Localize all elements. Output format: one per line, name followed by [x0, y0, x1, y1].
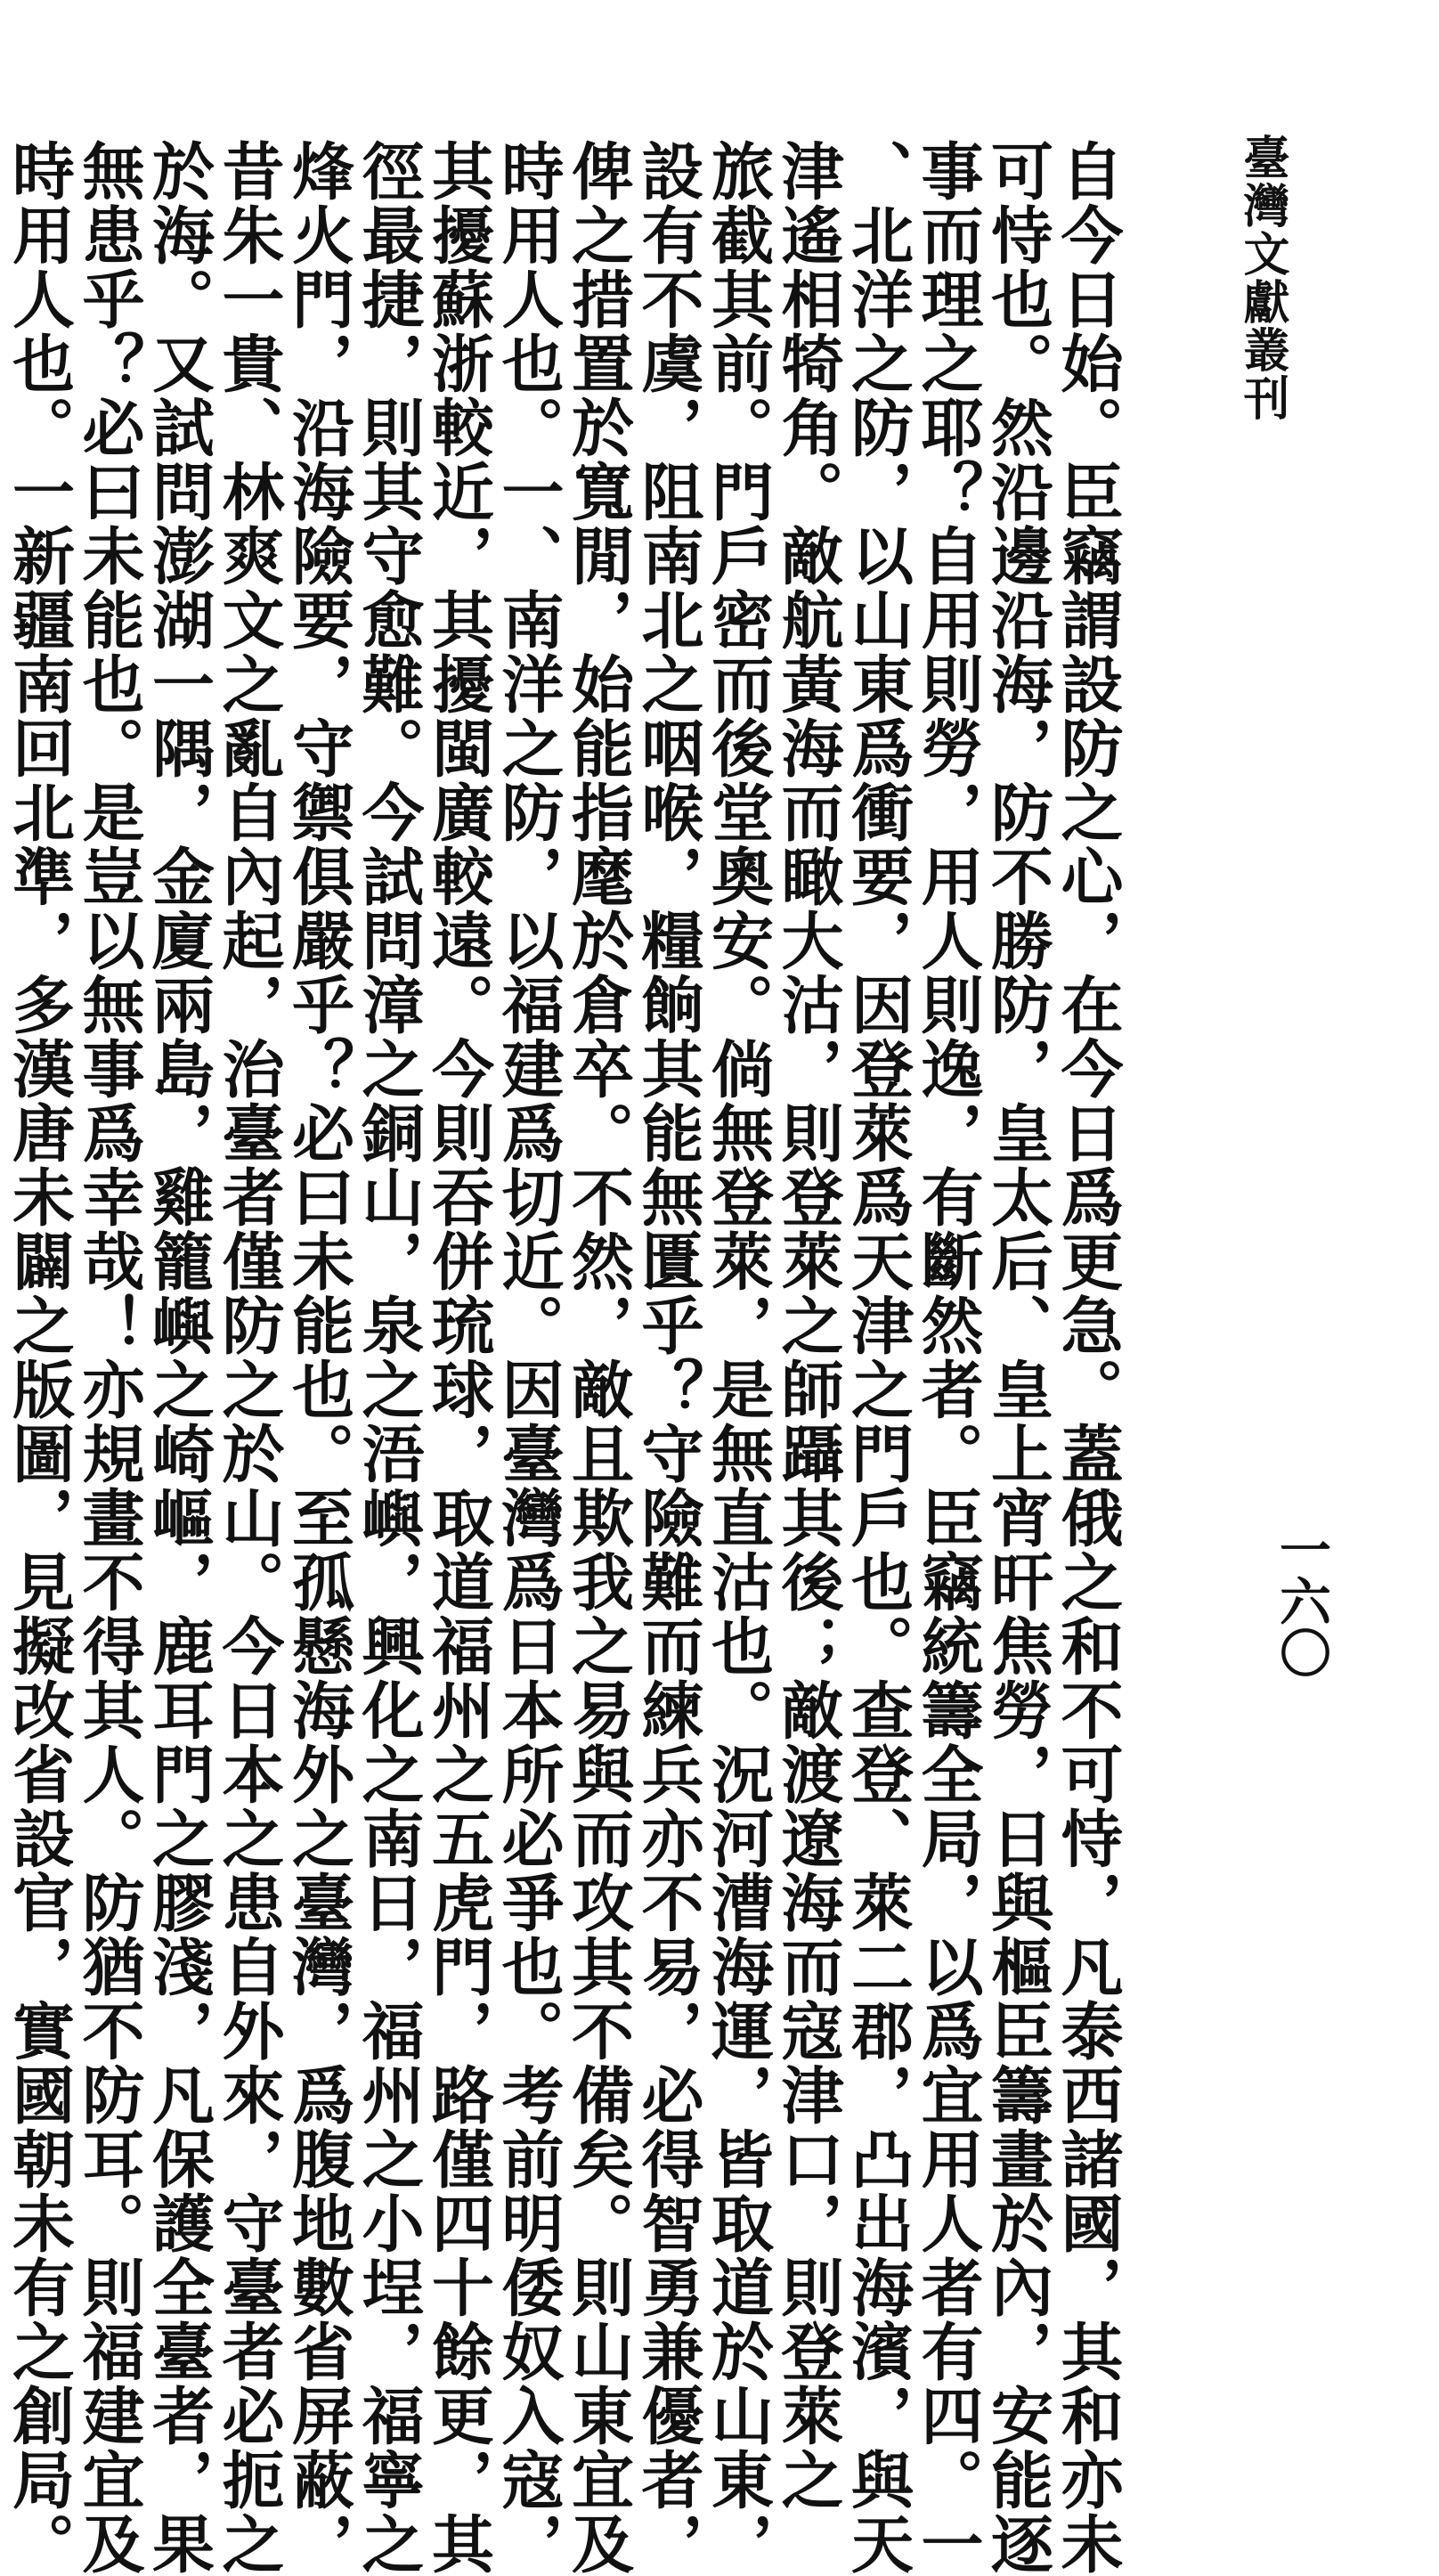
text-column: 、北洋之防，以山東爲衝要，因登萊爲天津之門戶也。查登、萊二郡，凸出海濱，與天 [841, 139, 915, 2576]
text-column: 時用人也。一新疆南回北準，多漢唐未闢之版圖，見擬改省設官，實國朝未有之創局。 [2, 139, 77, 2576]
text-column: 津遙相犄角。敵航黃海而瞰大沽，則登萊之師躡其後；敵渡遼海而寇津口，則登萊之 [771, 139, 845, 2512]
text-column: 自今日始。臣竊謂設防之心，在今日爲更急。蓋俄之和不可恃，凡泰西諸國，其和亦未 [1051, 139, 1125, 2576]
text-column: 烽火門，沿海險要，守禦俱嚴乎？必曰未能也。至孤懸海外之臺灣，爲腹地數省屏蔽， [281, 139, 356, 2576]
text-column: 其擾蘇浙較近，其擾閩廣較遠。今則吞併琉球，取道福州之五虎門，路僅四十餘更，其 [421, 139, 496, 2576]
running-header-title: 臺灣文獻叢刊 [1235, 134, 1289, 422]
text-column: 事而理之耶？自用則勞，用人則逸，有斷然者。臣竊統籌全局，以爲宜用人者有四。一 [911, 139, 985, 2576]
text-column: 時用人也。一、南洋之防，以福建爲切近。因臺灣爲日本所必爭也。考前明倭奴入寇， [492, 139, 565, 2576]
page-number: 一六〇 [1271, 1523, 1331, 1678]
text-column: 昔朱一貴、林爽文之亂自內起，治臺者僅防之於山。今日本之患自外來，守臺者必扼之 [212, 139, 286, 2576]
text-column: 設有不虞，阻南北之咽喉，糧餉其能無匱乎？守險難而練兵亦不易，必得智勇兼優者， [631, 139, 705, 2576]
text-column: 於海。又試問澎湖一隅，金廈兩島，雞籠嶼之崎嶇，鹿耳門之膠淺，凡保護全臺者，果 [142, 139, 216, 2576]
text-column: 無患乎？必曰未能也。是豈以無事爲幸哉！亦規畫不得其人。防猶不防耳。則福建宜及 [72, 139, 146, 2576]
text-column: 俾之措置於寬閒，始能指麾於倉卒。不然，敵且欺我之易與而攻其不備矣。則山東宜及 [561, 139, 636, 2576]
body-text [2, 139, 1125, 2576]
text-column: 徑最捷，則其守愈難。今試問漳之銅山，泉之浯嶼，興化之南日，福州之小埕，福寧之 [352, 139, 426, 2576]
text-column: 旅截其前。門戶密而後堂奧安。倘無登萊，是無直沽也。況河漕海運，皆取道於山東， [701, 139, 776, 2576]
text-column: 可恃也。然沿邊沿海，防不勝防，皇太后、皇上宵旰焦勞，日與樞臣籌畫於內，安能逐 [980, 139, 1055, 2576]
